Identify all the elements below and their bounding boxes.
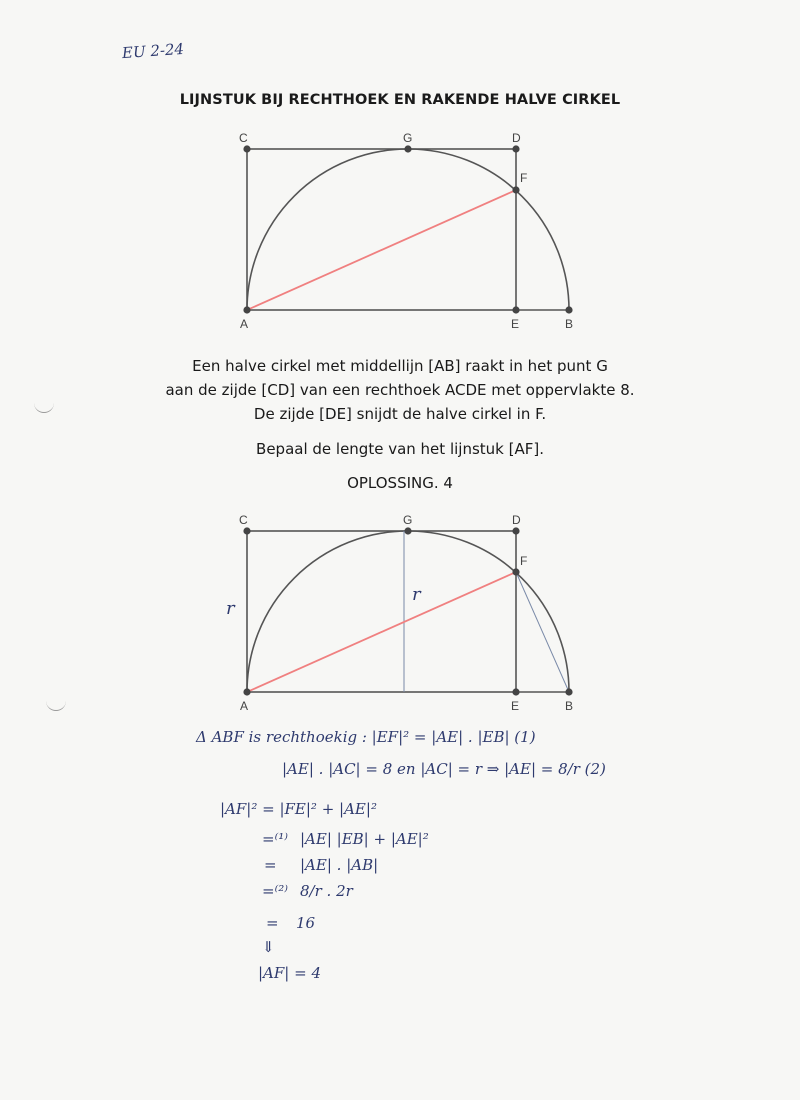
step-expr-1: |AE| |EB| + |AE|² bbox=[300, 830, 429, 848]
mark-r-center: r bbox=[412, 584, 421, 605]
implies-arrow: ⇓ bbox=[262, 938, 275, 956]
problem-line-2: aan de zijde [CD] van een rechthoek ACDE met oppervlakte 8. bbox=[165, 381, 635, 399]
label-f: F bbox=[520, 171, 528, 185]
label-g-2: G bbox=[403, 513, 413, 527]
problem-line-3: De zijde [DE] snijdt de halve cirkel in F. bbox=[253, 405, 547, 423]
label-a-2: A bbox=[240, 699, 249, 713]
label-e-2: E bbox=[511, 699, 520, 713]
final-answer: |AF| = 4 bbox=[258, 964, 321, 982]
step-expr-4: 16 bbox=[296, 914, 316, 932]
label-c: C bbox=[239, 131, 248, 145]
label-b-2: B bbox=[565, 699, 574, 713]
solution-line-1: Δ ABF is rechthoekig : |EF|² = |AE| . |EB| (1) bbox=[196, 728, 536, 746]
step-expr-0: |AF|² = |FE|² + |AE|² bbox=[220, 800, 377, 818]
solution-line-2: |AE| . |AC| = 8 en |AC| = r ⇒ |AE| = 8/r (2) bbox=[282, 760, 606, 778]
label-d: D bbox=[512, 131, 521, 145]
label-g: G bbox=[403, 131, 413, 145]
mark-r-left: r bbox=[226, 598, 235, 619]
problem-line-1: Een halve cirkel met middellijn [AB] raakt in het punt G bbox=[192, 357, 608, 375]
rectangle-acde-2 bbox=[247, 531, 516, 692]
step-rel-4: = bbox=[266, 914, 279, 932]
label-e: E bbox=[511, 317, 520, 331]
step-expr-3: 8/r . 2r bbox=[300, 882, 353, 900]
question: Bepaal de lengte van het lijnstuk [AF]. bbox=[256, 440, 544, 458]
segment-af-2 bbox=[247, 572, 516, 692]
label-d-2: D bbox=[512, 513, 521, 527]
label-c-2: C bbox=[239, 513, 248, 527]
header-note: EU 2-24 bbox=[121, 39, 185, 63]
step-rel-1: =⁽¹⁾ bbox=[262, 830, 288, 848]
label-f-2: F bbox=[520, 554, 528, 568]
step-rel-3: =⁽²⁾ bbox=[262, 882, 288, 900]
label-b: B bbox=[565, 317, 574, 331]
label-a: A bbox=[240, 317, 249, 331]
segment-fb bbox=[516, 572, 569, 692]
answer-label: OPLOSSING. 4 bbox=[347, 474, 453, 492]
step-rel-2: = bbox=[264, 856, 277, 874]
step-expr-2: |AE| . |AB| bbox=[300, 856, 379, 874]
page-title: LIJNSTUK BIJ RECHTHOEK EN RAKENDE HALVE CIRKEL bbox=[179, 92, 621, 108]
